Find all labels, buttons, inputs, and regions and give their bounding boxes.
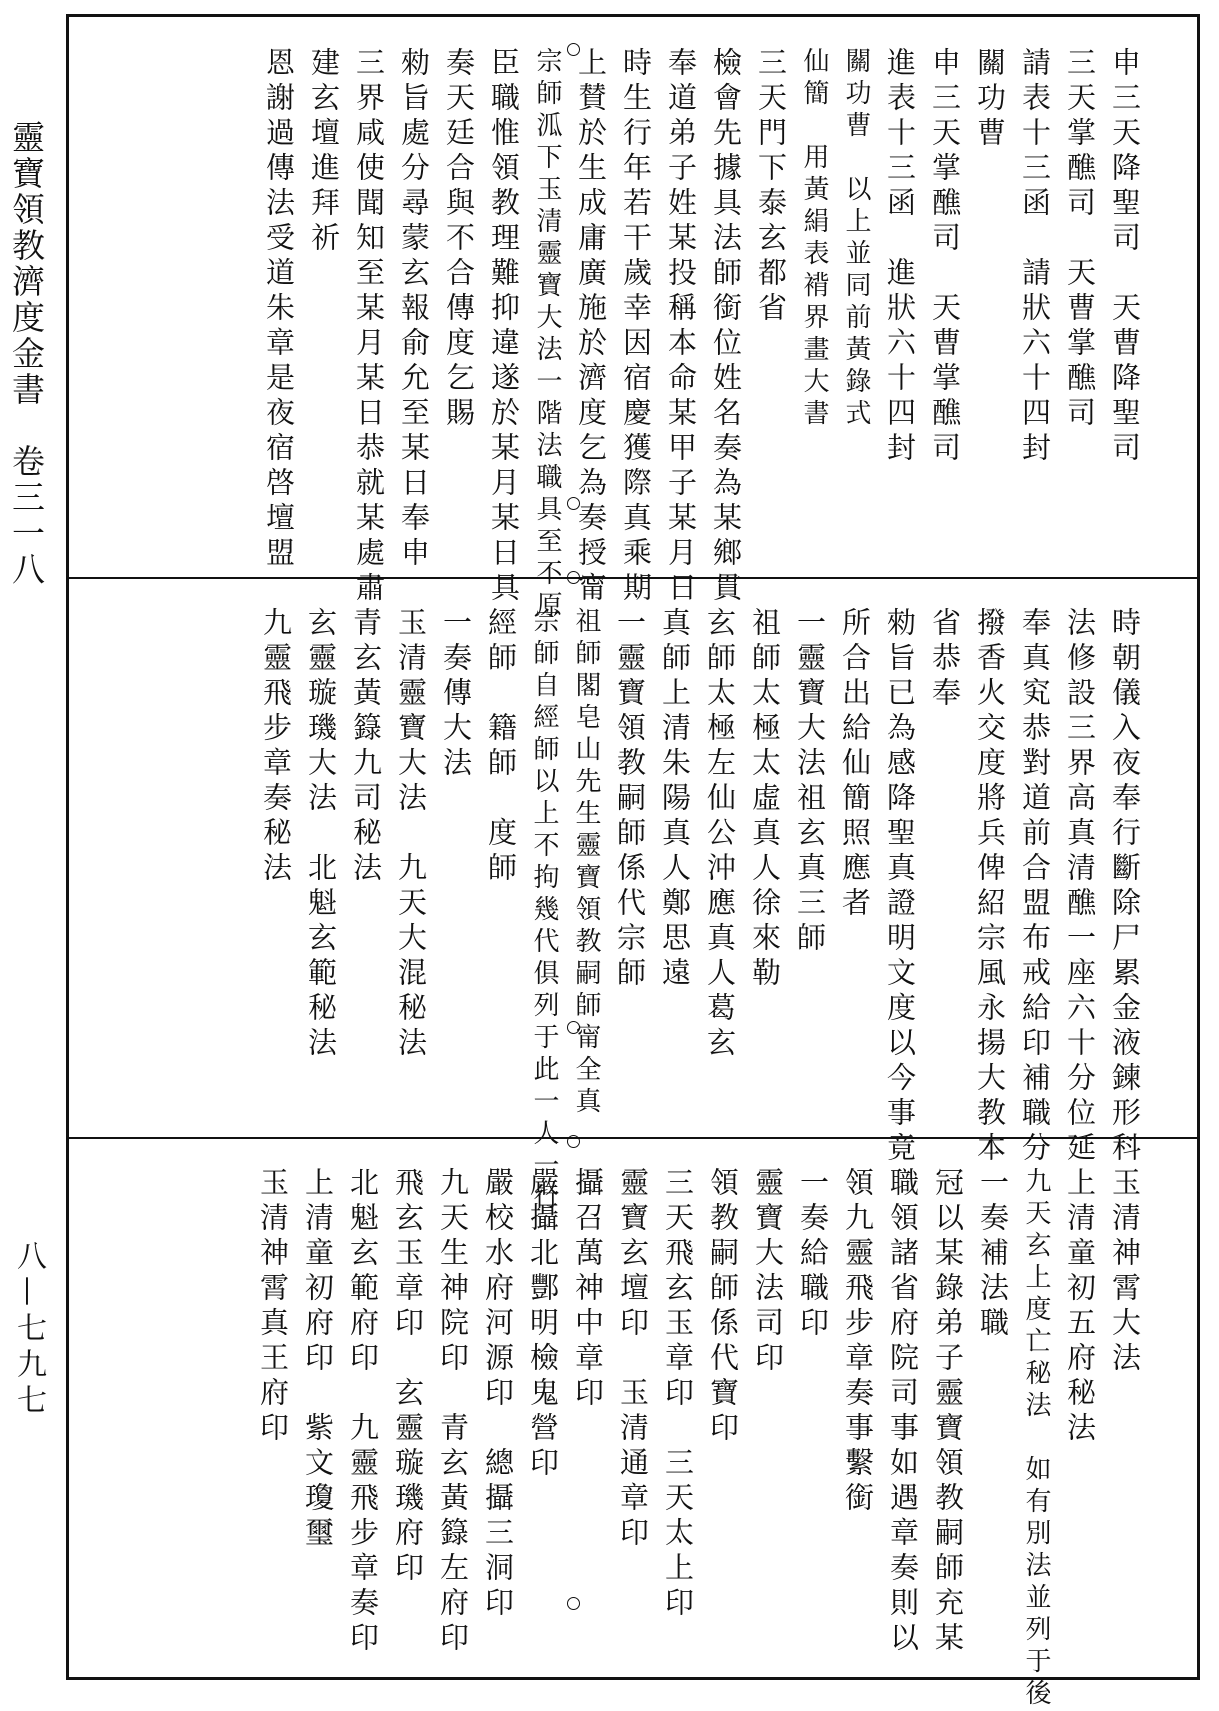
panel-top — [69, 17, 1197, 623]
text-line: 玉清神霄真王府印 — [256, 1167, 290, 1447]
text-line: 奏天廷合與不合傳度乞賜 — [442, 47, 476, 432]
text-line: 祖師太極太虛真人徐來勒 — [748, 607, 782, 992]
text-line: 職領諸省府院司事如遇章奏則以 — [886, 1167, 920, 1657]
text-line: 法修設三界高真清醮一座六十分位延 — [1063, 607, 1097, 1167]
text-line: 恩謝過傳法受道朱章是夜宿啓壇盟 — [262, 47, 296, 572]
text-line: 領九靈飛步章奏事繫銜 — [841, 1167, 875, 1517]
text-columns — [242, 1167, 1142, 1711]
text-line: 時生行年若干歲幸因宿慶獲際真乘期 — [619, 47, 653, 607]
text-line: 玉清靈寶大法 九天大混秘法 — [394, 607, 428, 1062]
text-line: 臣職惟領教理難抑違遂於某月某日具 — [487, 47, 521, 607]
text-line: 三天掌醮司 天曹掌醮司 — [1063, 47, 1097, 432]
text-line: 祖師閣皂山先生靈寶領教嗣師甯全真 — [571, 607, 601, 1119]
text-line: 檢會先據具法師銜位姓名奏為某鄉貫 — [709, 47, 743, 607]
text-line: 九靈飛步章奏秘法 — [259, 607, 293, 887]
text-line: 嚴校水府河源印 總攝三洞印 — [481, 1167, 515, 1622]
text-line: 領教嗣師係代寶印 — [706, 1167, 740, 1447]
text-line: 飛玄玉章印 玄靈璇璣府印 — [391, 1167, 425, 1587]
text-line: 申三天降聖司 天曹降聖司 — [1108, 47, 1142, 467]
page-frame — [66, 14, 1200, 1711]
text-line: 關功曹 以上並同前黃錄式 — [841, 47, 871, 431]
text-line: 進表十三函 進狀六十四封 — [883, 47, 917, 467]
text-line: 建玄壇進拜祈 — [307, 47, 341, 257]
text-line: 奉真䆒恭對道前合盟布戒給印補職分 — [1018, 607, 1052, 1167]
text-line: 玄靈璇璣大法 北魁玄範秘法 — [304, 607, 338, 1062]
text-line: 九天生神院印 青玄黃籙左府印 — [436, 1167, 470, 1657]
punctuation-circle — [567, 1135, 580, 1148]
book-title: 靈寶領教濟度金書 卷三一八 — [7, 120, 46, 588]
text-line: 攝召萬神中章印 — [571, 1167, 605, 1412]
text-line: 上清童初府印 紫文瓊璽 — [301, 1167, 335, 1552]
text-line: 關功曹 — [973, 47, 1007, 152]
text-line: 仙簡 用黃絹表褙界畫大書 — [799, 47, 829, 431]
text-line: 三界咸使聞知至某月某日恭就某處肅 — [352, 47, 386, 607]
text-line: 勑旨處分尋蒙玄報俞允至某日奉申 — [397, 47, 431, 572]
text-line: 上清童初五府秘法 — [1063, 1167, 1097, 1447]
text-line: 申三天掌醮司 天曹掌醮司 — [928, 47, 962, 467]
text-line: 靈寶大法司印 — [751, 1167, 785, 1377]
text-line: 省恭奉 — [928, 607, 962, 712]
text-line: 一靈寶大法祖玄真三師 — [793, 607, 827, 957]
text-line: 冠以某錄弟子靈寶領教嗣師充某 — [931, 1167, 965, 1657]
text-line: 上賛於生成庸廣施於濟度乞為奏授甯 — [574, 47, 608, 607]
page-number: 八—七九七 — [11, 1240, 46, 1420]
text-line: 一奏給職印 — [796, 1167, 830, 1342]
text-line: 請表十三函 請狀六十四封 — [1018, 47, 1052, 467]
panel-bottom — [69, 1137, 1197, 1711]
text-line: 勑旨已為感降聖真證明文度以今事竟 — [883, 607, 917, 1167]
text-line: 三天門下泰玄都省 — [754, 47, 788, 327]
text-line: 靈寶玄壇印 玉清通章印 — [616, 1167, 650, 1552]
text-line: 經師 籍師 度師 — [484, 607, 518, 887]
text-line: 嚴攝北酆明檢鬼營印 — [526, 1167, 560, 1482]
panel-middle — [69, 577, 1197, 1215]
text-line: 玄師太極左仙公沖應真人葛玄 — [703, 607, 737, 1062]
text-line: 青玄黃籙九司秘法 — [349, 607, 383, 887]
text-line: 真師上清朱陽真人鄭思遠 — [658, 607, 692, 992]
text-line: 時朝儀入夜奉行斷除尸累金液鍊形科 — [1108, 607, 1142, 1167]
text-line: 奉道弟子姓某投稱本命某甲子某月日 — [664, 47, 698, 607]
text-line: 一奏傳大法 — [439, 607, 473, 782]
text-line: 宗師自經師以上不拘幾代俱列于此一人一行 — [529, 607, 559, 1215]
text-columns — [245, 607, 1142, 1215]
text-columns — [248, 47, 1142, 623]
text-line: 宗師泒下玉清靈寶大法一階法職具至不原 — [532, 47, 562, 623]
text-line: 所合出給仙簡照應者 — [838, 607, 872, 922]
punctuation-circle — [567, 571, 580, 584]
text-line: 一靈寶領教嗣師係代宗師 — [613, 607, 647, 992]
text-line: 一奏補法職 — [976, 1167, 1010, 1342]
text-line: 撥香火交度將兵俾紹宗風永揚大教本 — [973, 607, 1007, 1167]
text-line: 北魁玄範府印 九靈飛步章奏印 — [346, 1167, 380, 1657]
text-line: 九天玄上度亡秘法 如有別法並列于後 — [1021, 1167, 1051, 1711]
text-line: 玉清神霄大法 — [1108, 1167, 1142, 1377]
text-line: 三天飛玄玉章印 三天太上印 — [661, 1167, 695, 1622]
